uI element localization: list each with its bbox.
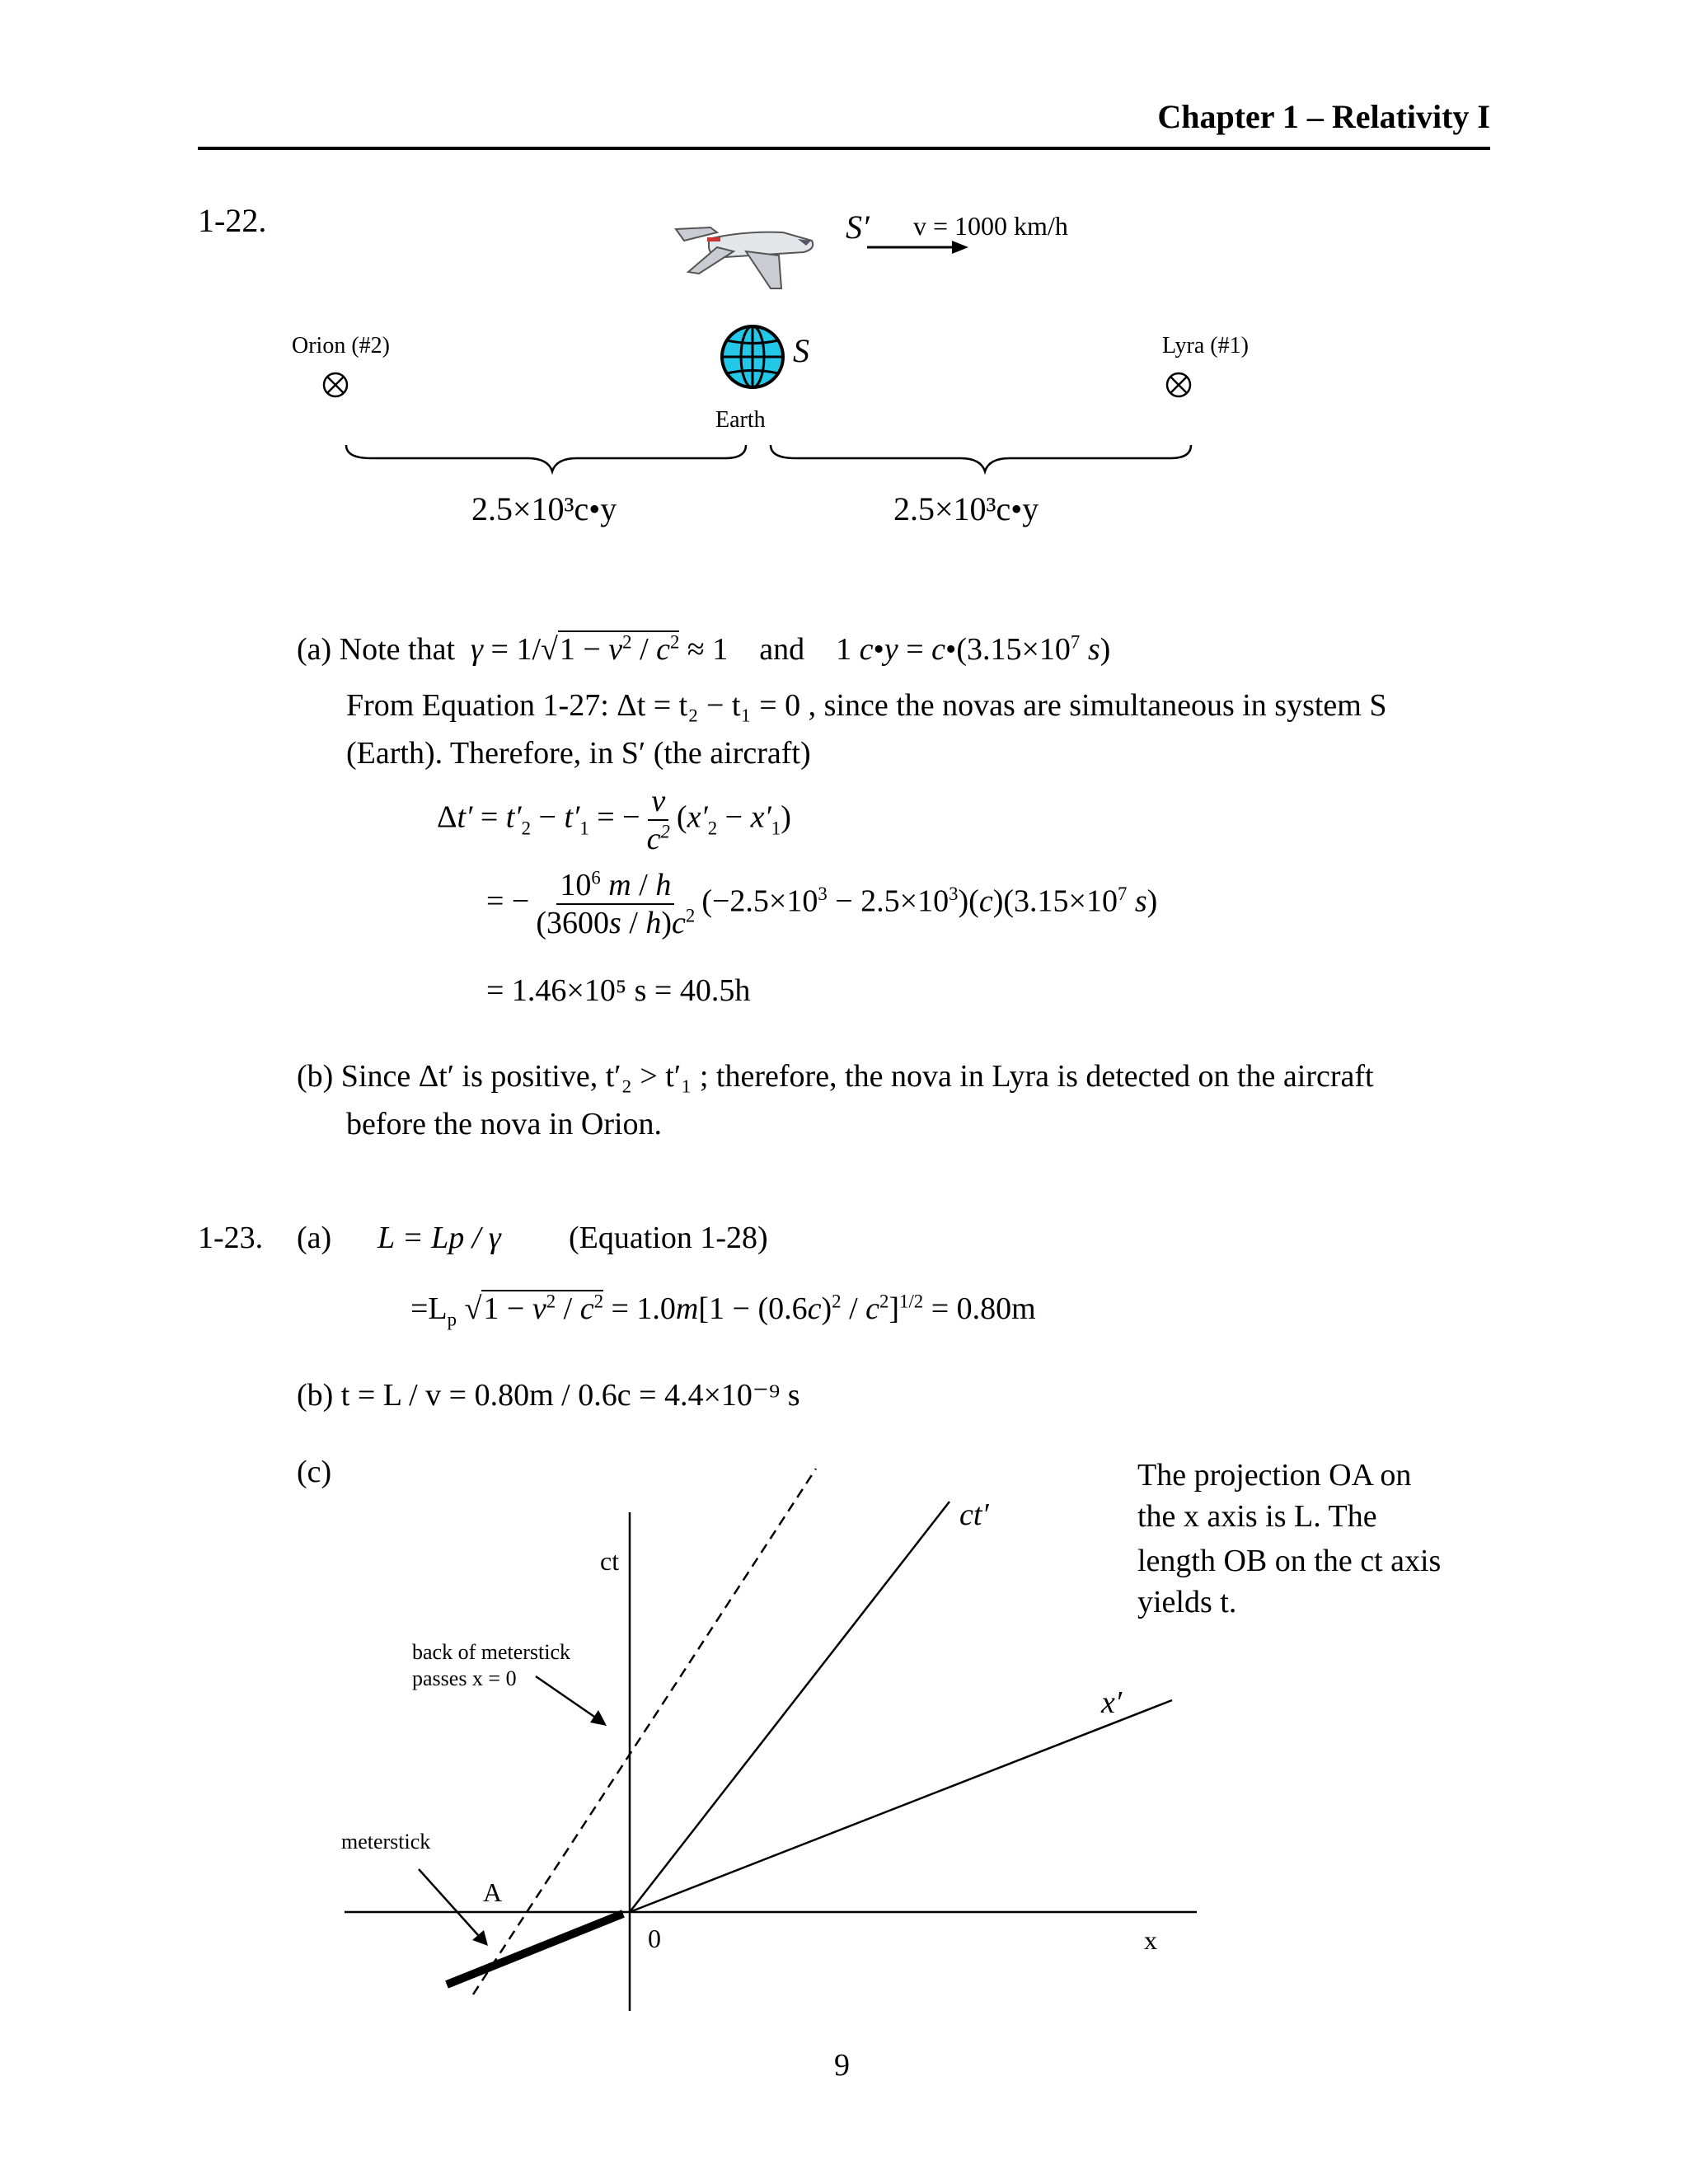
frame-s-prime: S′ — [846, 209, 870, 246]
problem-number-1-22: 1-22. — [198, 202, 267, 239]
back-worldline — [473, 1469, 816, 1994]
earth-globe-icon — [722, 326, 783, 387]
p23-part-a-label: (a) — [297, 1221, 332, 1255]
left-brace — [346, 445, 746, 471]
note-line4: yields t. — [1137, 1585, 1237, 1619]
ct-prime-label: ct′ — [959, 1497, 989, 1532]
part-a-eq1: $\Delta t' = t'_2 - t'_1$ = − $\frac{v}{c^2}$ $(x'_2 - x'_1)$ — [437, 784, 791, 856]
p23-part-a-eq: L = Lp / γ — [377, 1221, 501, 1255]
x-prime-label: x′ — [1101, 1685, 1123, 1720]
earth-label: Earth — [715, 407, 766, 433]
note-line3: length OB on the ct axis — [1137, 1544, 1442, 1578]
part-a-line3: (Earth). Therefore, in S′ (the aircraft) — [346, 736, 811, 771]
orion-label: Orion (#2) — [292, 333, 390, 359]
back-label-2: passes x = 0 — [412, 1666, 517, 1690]
p23-part-a-ref: (Equation 1-28) — [569, 1221, 768, 1255]
distance-right: 2.5×10³c•y — [893, 490, 1039, 527]
aircraft-icon — [676, 227, 813, 288]
spacetime-diagram — [0, 1401, 1688, 2027]
origin-label: 0 — [648, 1924, 661, 1953]
ct-label: ct — [600, 1546, 620, 1576]
note-line1: The projection OA on — [1137, 1458, 1412, 1493]
nova-figure — [0, 0, 1688, 577]
p23-part-c-label: (c) — [297, 1455, 332, 1489]
frame-s: S — [793, 332, 809, 369]
velocity-label: v = 1000 km/h — [913, 211, 1068, 241]
page-number: 9 — [834, 2048, 850, 2083]
part-a-eq2: = − $\frac{10^6 m / h}{(3600s / h)c^2}$ $(-2.5\times 10^3 - 2.5\times 10^3)(c)(3.15\times 10^7$ s) — [486, 867, 1158, 940]
problem-number-1-23: 1-23. — [198, 1221, 264, 1255]
meterstick — [447, 1914, 623, 1985]
p23-part-b: (b) t = L / v = 0.80m / 0.6c = 4.4×10⁻⁹ s — [297, 1378, 800, 1413]
chapter-header: Chapter 1 – Relativity I — [1157, 98, 1490, 135]
part-b-line1: (b) Since Δt′ is positive, t′₂ > t′₁ ; therefore, the nova in Lyra is detected on the aircraft — [297, 1059, 1374, 1094]
x-label: x — [1144, 1925, 1157, 1955]
part-a-line2: From Equation 1-27: Δt = t₂ − t₁ = 0 , since the novas are simultaneous in system S — [346, 688, 1387, 723]
right-brace — [771, 445, 1191, 471]
point-a-label: A — [483, 1877, 503, 1907]
lyra-label: Lyra (#1) — [1162, 333, 1249, 359]
note-line2: the x axis is L. The — [1137, 1499, 1377, 1534]
p23-part-a-eq2: $=L_p$ $√1 - v^2 / c^2 = 1.0m[1 - (0.6c)^2 / c^2]^{1/2} = 0.80m$ — [410, 1291, 1036, 1330]
part-a-result: = 1.46×10⁵ s = 40.5h — [486, 973, 751, 1008]
lyra-marker-icon — [1167, 373, 1190, 396]
distance-left: 2.5×10³c•y — [471, 490, 617, 527]
meterstick-label: meterstick — [341, 1830, 431, 1854]
part-a-line1: (a) Note that $\gamma = 1/√1 - v^2 / c^2 \approx 1$ and 1 c•y = $c•(3.15\times 10^7$ s) — [297, 631, 1111, 667]
back-label-1: back of meterstick — [412, 1640, 571, 1664]
part-b-line2: before the nova in Orion. — [346, 1107, 663, 1141]
orion-marker-icon — [324, 373, 347, 396]
arrowhead-back — [590, 1710, 607, 1726]
